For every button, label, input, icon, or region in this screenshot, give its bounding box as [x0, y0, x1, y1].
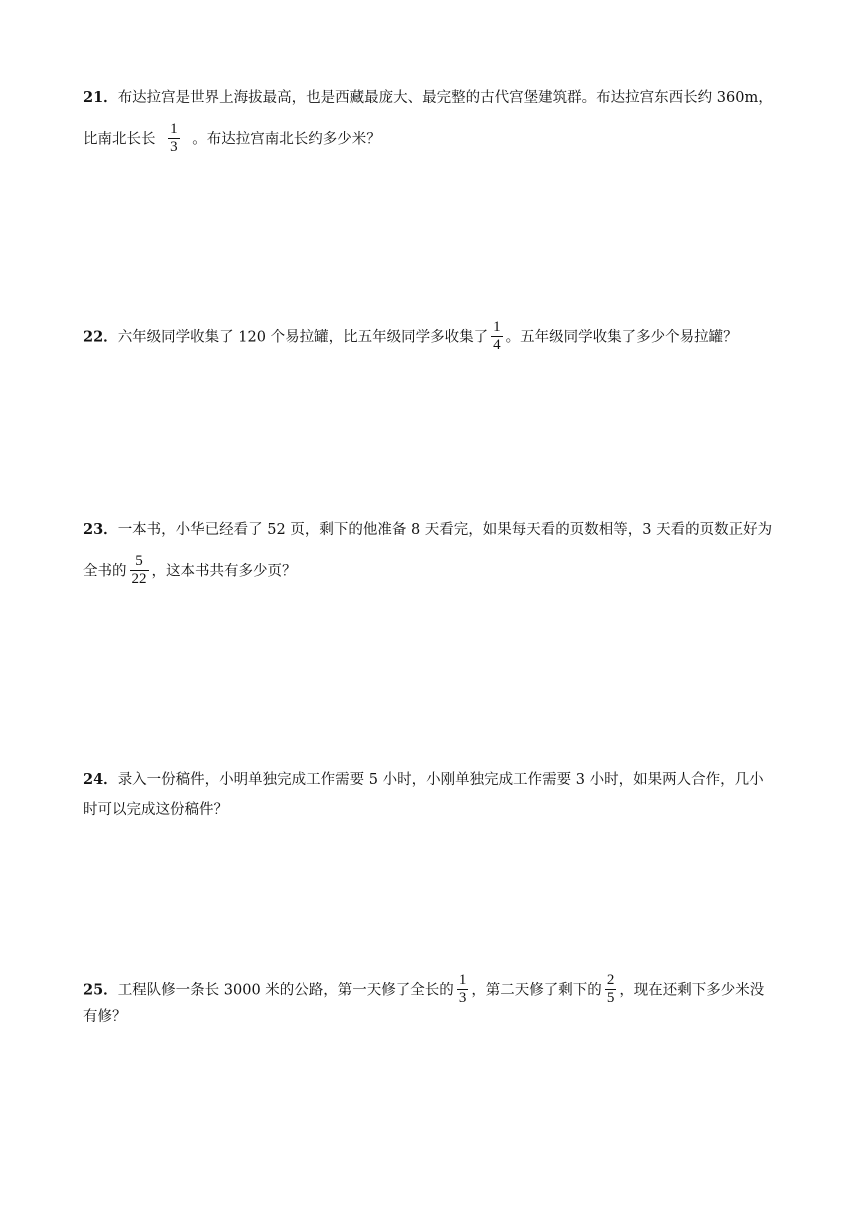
problem-24-text-1: 录入一份稿件，小明单独完成工作需要 5 小时，小刚单独完成工作需要 3 小时，如果两人合作，几小 [117, 772, 764, 788]
problem-25-line-1 [83, 972, 808, 1006]
fraction-1-4 [491, 319, 503, 354]
problem-23 [83, 520, 808, 587]
problem-22 [83, 319, 808, 353]
problem-25-text-1b: ，第二天修了剩下的 [471, 982, 602, 999]
fraction-2-5 [605, 972, 617, 1007]
fraction-numerator: 1 [493, 319, 501, 335]
fraction-numerator: 1 [458, 972, 467, 988]
problem-23-number: 23． [83, 521, 118, 538]
fraction-denominator: 4 [493, 337, 501, 353]
fraction-numerator: 2 [606, 972, 615, 988]
problem-23-line-1 [83, 520, 808, 540]
problem-23-line-2 [83, 553, 808, 587]
problem-24 [83, 770, 808, 820]
problem-25-line-2 [83, 1007, 808, 1027]
fraction-numerator: 5 [135, 553, 143, 569]
fraction-1-3 [168, 121, 180, 156]
fraction-1-3 [457, 972, 469, 1007]
problem-21-number: 21． [83, 89, 118, 106]
problem-25-number: 25． [83, 981, 118, 999]
problem-21-text-2b: 。布达拉宫南北长约多少米？ [192, 131, 381, 148]
problem-23-text-1: 一本书，小华已经看了 52 页，剩下的他准备 8 天看完，如果每天看的页数相等，3 天看的页数正好为 [117, 522, 773, 538]
problem-24-line-1 [83, 770, 808, 790]
fraction-denominator: 3 [170, 139, 178, 155]
problem-21-line-1 [83, 88, 808, 108]
fraction-denominator: 5 [606, 990, 615, 1006]
problem-21-text-1: 布达拉宫是世界上海拔最高，也是西藏最庞大、最完整的古代宫堡建筑群。布达拉宫东西长约 360m， [117, 90, 773, 106]
problem-21 [83, 88, 808, 155]
problem-21-line-2 [83, 121, 808, 155]
problem-25-text-2: 有修？ [83, 1009, 127, 1025]
fraction-numerator: 1 [170, 121, 178, 137]
problem-21-text-2a: 比南北长长 [83, 131, 156, 148]
problem-24-number: 24． [83, 771, 118, 788]
problem-25-text-1c: ，现在还剩下多少米没 [619, 982, 765, 999]
fraction-denominator: 3 [458, 990, 467, 1006]
problem-23-text-2b: ，这本书共有多少页？ [151, 563, 297, 580]
problem-23-text-2a: 全书的 [83, 563, 127, 580]
problem-24-text-2: 时可以完成这份稿件？ [83, 802, 228, 818]
problem-22-line-1 [83, 319, 808, 353]
problem-22-text-1b: 。五年级同学收集了多少个易拉罐？ [505, 329, 738, 346]
fraction-5-22 [130, 553, 149, 588]
problem-24-line-2 [83, 800, 808, 820]
problem-25-text-1a: 工程队修一条长 3000 米的公路，第一天修了全长的 [117, 982, 454, 999]
problem-22-text-1a: 六年级同学收集了 120 个易拉罐，比五年级同学多收集了 [117, 329, 489, 346]
fraction-denominator: 22 [131, 571, 147, 587]
problem-25 [83, 973, 808, 1027]
problem-22-number: 22． [83, 328, 118, 346]
